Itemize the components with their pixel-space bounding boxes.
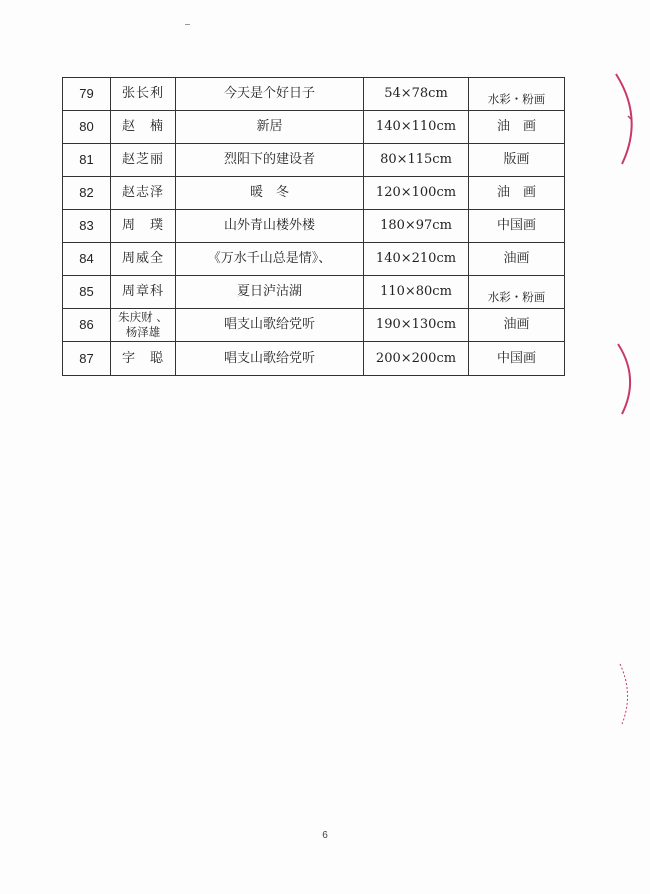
artwork-title: 《万水千山总是情》、: [176, 243, 364, 276]
artwork-medium: 油画: [469, 309, 565, 342]
row-number: 87: [63, 342, 111, 376]
artist-name-cell: [111, 309, 176, 342]
table-row: [63, 210, 565, 243]
row-number: 82: [63, 177, 111, 210]
row-number: 79: [63, 78, 111, 111]
artwork-size: 110×80cm: [364, 276, 469, 309]
artwork-size: 200×200cm: [364, 342, 469, 376]
artwork-size: 190×130cm: [364, 309, 469, 342]
artist-name-line-1: 朱庆财 、: [118, 310, 168, 324]
row-number: 86: [63, 309, 111, 342]
row-number: 84: [63, 243, 111, 276]
artwork-medium: 版画: [469, 144, 565, 177]
artwork-medium: 中国画: [469, 342, 565, 376]
artwork-medium: 油画: [469, 243, 565, 276]
artwork-title: 暖 冬: [176, 177, 364, 210]
artwork-catalog-table: [62, 77, 565, 376]
artwork-medium: 油 画: [469, 177, 565, 210]
artwork-medium: 中国画: [469, 210, 565, 243]
artwork-size: 140×210cm: [364, 243, 469, 276]
artwork-title: 今天是个好日子: [176, 78, 364, 111]
margin-arc-mark: [610, 70, 640, 170]
artwork-title: 唱支山歌给党听: [176, 309, 364, 342]
artwork-size: 80×115cm: [364, 144, 469, 177]
artwork-medium-cell: [469, 276, 565, 309]
artwork-medium: 油 画: [469, 111, 565, 144]
table-row: [63, 111, 565, 144]
row-number: 81: [63, 144, 111, 177]
artwork-title: 烈阳下的建设者: [176, 144, 364, 177]
artwork-title: 新居: [176, 111, 364, 144]
artwork-title: 唱支山歌给党听: [176, 342, 364, 376]
artist-name: 张长利: [111, 78, 176, 111]
artwork-title: 山外青山楼外楼: [176, 210, 364, 243]
margin-arc-mark: [612, 340, 640, 420]
artwork-size: 140×110cm: [364, 111, 469, 144]
artwork-medium: 水彩・粉画: [487, 289, 546, 304]
table-row: [63, 342, 565, 376]
table-row: [63, 78, 565, 111]
margin-arc-mark: [612, 660, 636, 730]
artist-name: 赵志泽: [111, 177, 176, 210]
artwork-size: 54×78cm: [364, 78, 469, 111]
row-number: 80: [63, 111, 111, 144]
artist-name: 周章科: [111, 276, 176, 309]
artist-name: 字 聪: [111, 342, 176, 376]
table-row: [63, 144, 565, 177]
table-row: [63, 276, 565, 309]
artist-name-line-2: 杨泽雄: [125, 325, 161, 339]
table-row: [63, 243, 565, 276]
scan-artifact-dash: [185, 24, 190, 25]
artwork-medium: 水彩・粉画: [487, 91, 546, 106]
table-row: [63, 177, 565, 210]
artist-name: 赵芝丽: [111, 144, 176, 177]
artwork-medium-cell: [469, 78, 565, 111]
artist-name: 周威全: [111, 243, 176, 276]
page-number: 6: [322, 830, 328, 841]
artwork-title: 夏日泸沽湖: [176, 276, 364, 309]
row-number: 85: [63, 276, 111, 309]
artwork-size: 180×97cm: [364, 210, 469, 243]
artwork-size: 120×100cm: [364, 177, 469, 210]
table-row: [63, 309, 565, 342]
row-number: 83: [63, 210, 111, 243]
artist-name: 赵 楠: [111, 111, 176, 144]
artist-name: 周 璞: [111, 210, 176, 243]
